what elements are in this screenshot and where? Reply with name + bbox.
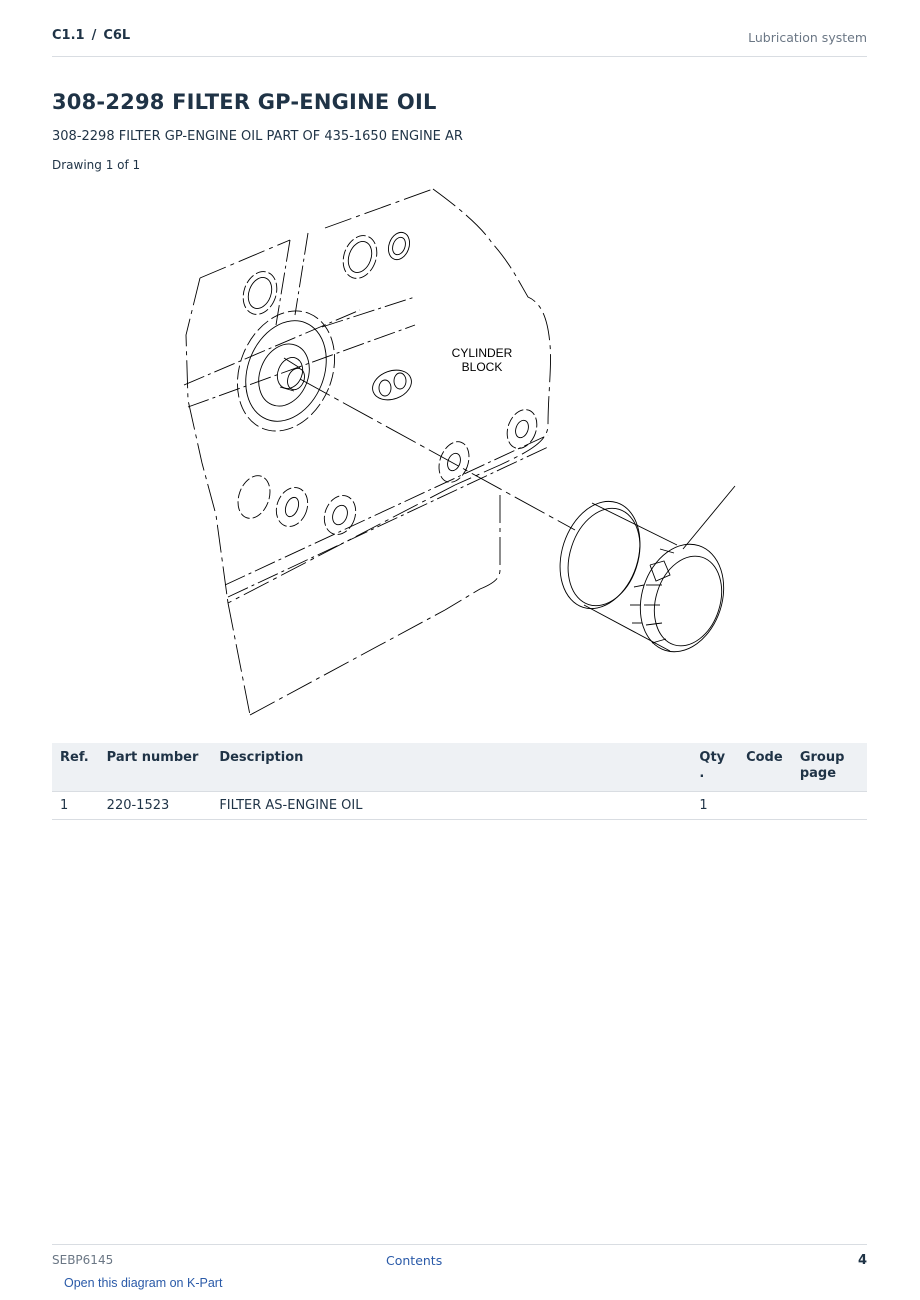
page-title: 308-2298 FILTER GP-ENGINE OIL: [52, 90, 437, 114]
open-in-kpart-link[interactable]: Open this diagram on K-Part: [64, 1276, 223, 1290]
page-subtitle: 308-2298 FILTER GP-ENGINE OIL PART OF 435-1650 ENGINE AR: [52, 129, 463, 144]
col-header-description: Description: [211, 743, 691, 792]
col-header-group-page: Group page: [792, 743, 867, 792]
callout-line: [683, 486, 735, 549]
breadcrumb-model[interactable]: C1.1: [52, 28, 85, 43]
table-row: [52, 792, 867, 820]
cell-ref: 1: [52, 792, 99, 820]
cell-code: [738, 792, 792, 820]
breadcrumb: [52, 28, 130, 43]
cell-description: FILTER AS-ENGINE OIL: [211, 792, 691, 820]
page-footer: [52, 1244, 867, 1275]
cylinder-block-label-line1: CYLINDER: [451, 346, 513, 360]
filter-mount-boss: [220, 296, 352, 445]
oil-filter-canister: [547, 491, 737, 663]
cylinder-block-outline: [184, 189, 551, 715]
parts-diagram: [180, 185, 740, 720]
col-header-ref: Ref.: [52, 743, 99, 792]
breadcrumb-separator: /: [91, 28, 97, 43]
page-number: 4: [857, 1253, 867, 1268]
col-header-qty: Qty .: [691, 743, 738, 792]
breadcrumb-engine[interactable]: C6L: [103, 28, 131, 43]
cell-part-number[interactable]: 220-1523: [99, 792, 212, 820]
cylinder-block-label-line2: BLOCK: [461, 360, 503, 374]
cell-group-page: [792, 792, 867, 820]
contents-link[interactable]: Contents: [386, 1253, 443, 1268]
assembly-leader-line: [300, 379, 575, 530]
parts-table: [52, 743, 867, 820]
drawing-count: Drawing 1 of 1: [52, 158, 141, 172]
col-header-part-number: Part number: [99, 743, 212, 792]
table-header-row: [52, 743, 867, 792]
cell-qty: 1: [691, 792, 738, 820]
page-header: [52, 28, 867, 57]
col-header-code: Code: [738, 743, 792, 792]
bolt-holes: [232, 229, 542, 539]
document-id: SEBP6145: [52, 1253, 114, 1267]
section-name: Lubrication system: [748, 30, 867, 45]
